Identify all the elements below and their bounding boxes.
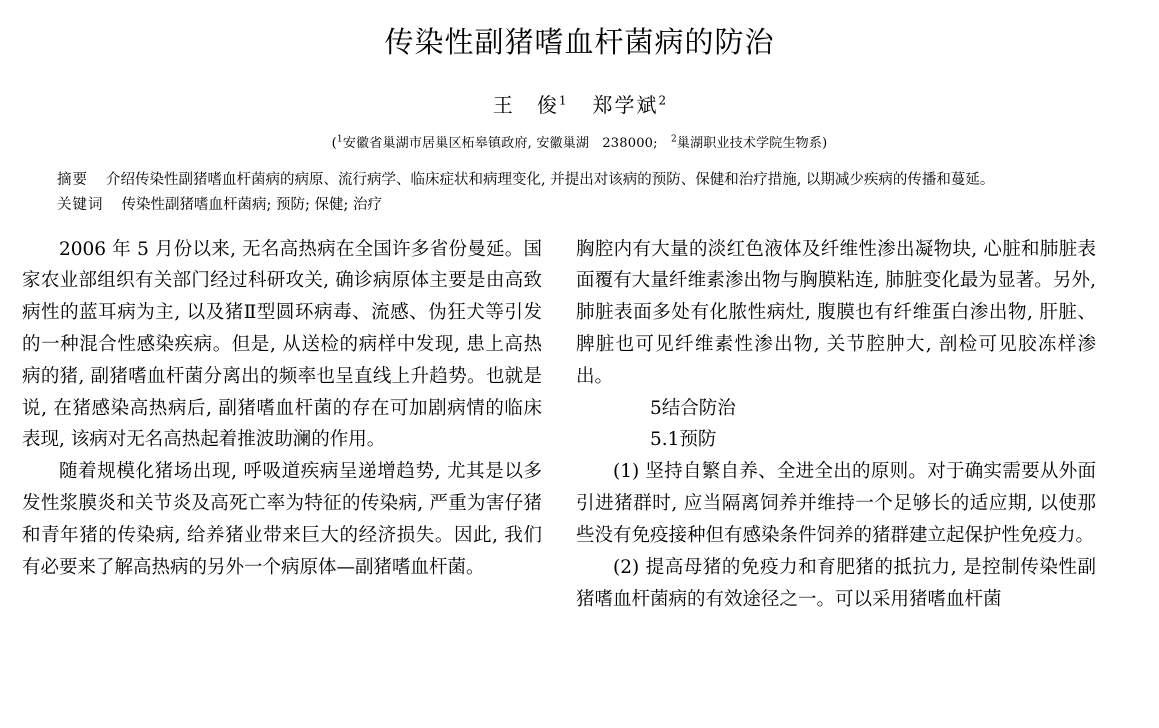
- paragraph: (2) 提高母猪的免疫力和育肥猪的抵抗力, 是控制传染性副猪嗜血杆菌病的有效途径之一。可以采用猪嗜血杆菌: [576, 556, 1096, 610]
- body-columns: [22, 234, 1137, 616]
- keywords-label: 关键词: [57, 197, 104, 214]
- affiliation-text: 安徽省巢湖市居巢区柘皋镇政府, 安徽巢湖 238000;: [342, 135, 671, 151]
- section-number: 5: [650, 397, 662, 419]
- author-affiliation-marker: 2: [658, 92, 667, 107]
- keywords-text: 传染性副猪嗜血杆菌病; 预防; 保健; 治疗: [121, 197, 382, 214]
- affiliation-marker: 2: [670, 134, 677, 145]
- subsection-number: 5.1: [650, 429, 680, 451]
- right-column: [576, 234, 1096, 616]
- paragraph: (1) 坚持自繁自养、全进全出的原则。对于确实需要从外面引进猪群时, 应当隔离饲养并维持一个足够长的适应期, 以使那些没有免疫接种但有感染条件饲养的猪群建立起保护性免疫力。: [576, 461, 1096, 546]
- author-name: 郑学斌: [592, 92, 659, 117]
- abstract-text: 介绍传染性副猪嗜血杆菌病的病原、流行病学、临床症状和病理变化, 并提出对该病的预防、保健和治疗措施, 以期减少疾病的传播和蔓延。: [106, 171, 995, 188]
- section-title: 结合防治: [661, 397, 736, 419]
- author-name: 王 俊: [492, 92, 559, 117]
- abstract-label: 摘要: [57, 171, 88, 188]
- author-affiliation-marker: 1: [558, 92, 567, 107]
- paper-page: [0, 22, 1159, 728]
- subsection-title: 预防: [679, 429, 717, 451]
- paragraph: 2006 年 5 月份以来, 无名高热病在全国许多省份曼延。国家农业部组织有关部门经过科研攻关, 确诊病原体主要是由高致病性的蓝耳病为主, 以及猪Ⅱ型圆环病毒、流感、伪狂犬等引发的一种混合性感染疾病。但是, 从送检的病样中发现, 患上高热病的猪, 副猪嗜血杆菌分离出的频率也呈直线上升趋势。也就是说, 在猪感染高热病后, 副猪嗜血杆菌的存在可加剧病情的临床表现, 该病对无名高热起着推波助澜的作用。: [22, 238, 542, 451]
- author-list: [0, 89, 1159, 118]
- affiliation-marker: 1: [336, 134, 343, 145]
- section-heading: [576, 393, 1096, 425]
- abstract-block: [28, 169, 1131, 218]
- paragraph-continued: 胸腔内有大量的淡红色液体及纤维性渗出凝物块, 心脏和肺脏表面覆有大量纤维素渗出物与胸膜粘连, 肺脏变化最为显著。另外, 肺脏表面多处有化脓性病灶, 腹膜也有纤维蛋白渗出物, 肝脏、脾脏也可见纤维素性渗出物, 关节腔肿大, 剖检可见胶冻样渗出。: [576, 238, 1096, 387]
- subsection-heading: [576, 424, 1096, 456]
- page-title: 传染性副猪嗜血杆菌病的防治: [384, 25, 775, 59]
- keywords: [28, 194, 1131, 217]
- affiliation-open-paren: (: [331, 135, 337, 151]
- abstract: [28, 169, 1131, 192]
- left-column: [22, 234, 542, 616]
- affiliation-text: 巢湖职业技术学院生物系): [676, 135, 828, 151]
- affiliation: [0, 132, 1159, 151]
- paragraph: 随着规模化猪场出现, 呼吸道疾病呈递增趋势, 尤其是以多发性浆膜炎和关节炎及高死亡率为特征的传染病, 严重为害仔猪和青年猪的传染病, 给养猪业带来巨大的经济损失。因此, 我们有必要来了解高热病的另外一个病原体—副猪嗜血杆菌。: [22, 461, 542, 578]
